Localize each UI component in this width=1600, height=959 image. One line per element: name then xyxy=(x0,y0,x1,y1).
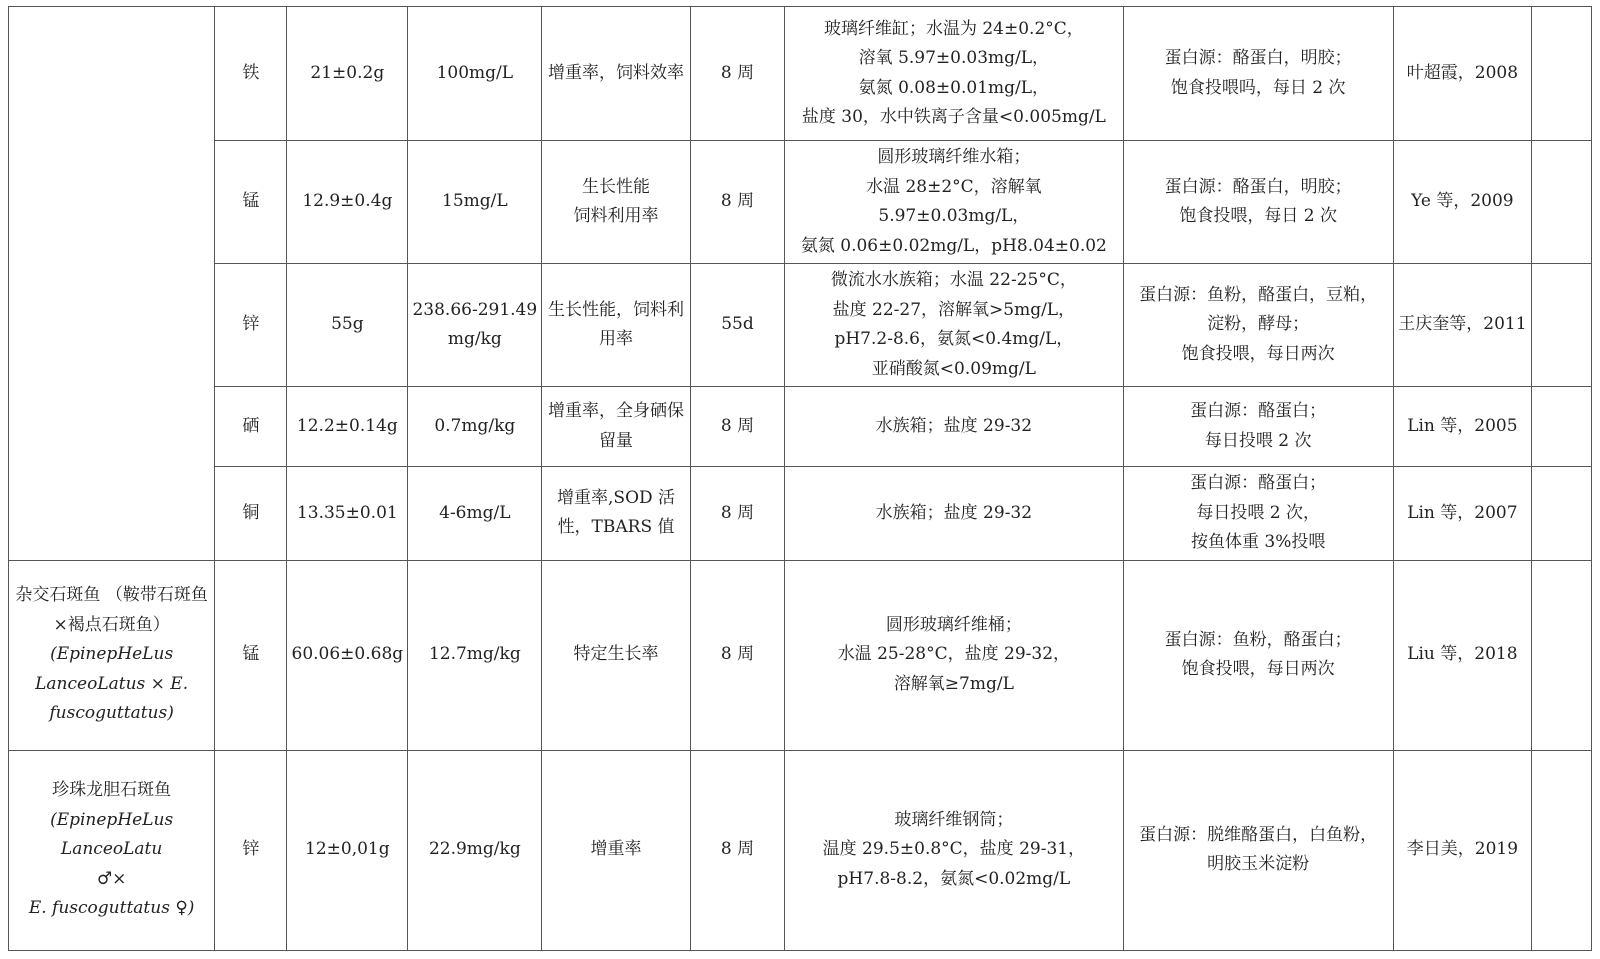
table-row xyxy=(9,560,1592,750)
feeding-line: 饱食投喂，每日 2 次 xyxy=(1179,206,1337,226)
conditions-cell xyxy=(785,387,1123,467)
table-row xyxy=(9,141,1592,264)
species-latin-line: (EpinepHeLus xyxy=(50,644,174,665)
indicator-cell: 增重率，全身硒保留量 xyxy=(542,387,690,467)
table-row xyxy=(9,750,1592,950)
dose-cell: 15mg/L xyxy=(408,141,542,264)
conditions-line: 微流水水族箱；水温 22-25°C， xyxy=(830,270,1077,290)
conditions-cell xyxy=(785,750,1123,950)
feeding-cell xyxy=(1123,560,1393,750)
conditions-line: 溶氧 5.97±0.03mg/L， xyxy=(858,48,1050,68)
conditions-line: 溶解氧≥7mg/L xyxy=(893,673,1014,694)
conditions-cell xyxy=(785,7,1123,141)
reference-cell: Lin 等，2005 xyxy=(1393,387,1531,467)
weight-cell: 12.9±0.4g xyxy=(287,141,408,264)
element-cell: 锰 xyxy=(215,141,287,264)
conditions-cell xyxy=(785,560,1123,750)
conditions-line: pH7.2-8.6，氨氮<0.4mg/L， xyxy=(834,329,1074,349)
empty-cell xyxy=(1531,560,1591,750)
element-cell: 铁 xyxy=(215,7,287,141)
feeding-line: 蛋白源：酪蛋白； xyxy=(1190,473,1327,493)
feeding-line: 蛋白源：脱维酪蛋白，白鱼粉， xyxy=(1139,824,1378,845)
reference-cell: 李日美，2019 xyxy=(1393,750,1531,950)
element-cell: 硒 xyxy=(215,387,287,467)
indicator-cell: 特定生长率 xyxy=(542,560,690,750)
feeding-line: 蛋白源：酪蛋白，明胶； xyxy=(1164,48,1352,68)
dose-cell: 0.7mg/kg xyxy=(408,387,542,467)
conditions-line: 盐度 22-27，溶解氧>5mg/L， xyxy=(832,299,1076,320)
weight-cell: 13.35±0.01 xyxy=(287,467,408,561)
dose-cell: 12.7mg/kg xyxy=(408,560,542,750)
species-latin-line: ♂× xyxy=(96,868,127,889)
feeding-cell xyxy=(1123,750,1393,950)
weight-cell: 60.06±0.68g xyxy=(287,560,408,750)
feeding-line: 蛋白源：鱼粉，酪蛋白，豆粕， xyxy=(1139,284,1378,305)
conditions-line: pH7.8-8.2，氨氮<0.02mg/L xyxy=(837,868,1071,889)
species-cell-empty xyxy=(9,7,215,561)
feeding-line: 按鱼体重 3%投喂 xyxy=(1190,532,1326,552)
table-row xyxy=(9,467,1592,561)
table-row xyxy=(9,264,1592,387)
conditions-line: 玻璃纤维缸；水温为 24±0.2°C， xyxy=(823,18,1084,39)
feeding-line: 蛋白源：酪蛋白； xyxy=(1190,401,1327,421)
feeding-line: 蛋白源：酪蛋白，明胶； xyxy=(1164,176,1352,197)
indicator-cell: 增重率，饲料效率 xyxy=(542,7,690,141)
table-row xyxy=(9,387,1592,467)
species-latin-line: LanceoLatus × E. xyxy=(35,673,189,694)
weight-cell: 12.2±0.14g xyxy=(287,387,408,467)
conditions-cell xyxy=(785,264,1123,387)
reference-cell: 叶超霞，2008 xyxy=(1393,7,1531,141)
indicator-cell: 生长性能 饲料利用率 xyxy=(542,141,690,264)
duration-cell: 8 周 xyxy=(690,141,784,264)
feeding-line: 每日投喂 2 次 xyxy=(1204,430,1312,451)
species-common-name: 珍珠龙胆石斑鱼 xyxy=(52,780,172,801)
dose-cell: 238.66-291.49 mg/kg xyxy=(408,264,542,387)
species-cell xyxy=(9,750,215,950)
empty-cell xyxy=(1531,141,1591,264)
empty-cell xyxy=(1531,7,1591,141)
indicator-cell: 增重率,SOD 活性，TBARS 值 xyxy=(542,467,690,561)
element-cell: 锰 xyxy=(215,560,287,750)
weight-cell: 21±0.2g xyxy=(287,7,408,141)
empty-cell xyxy=(1531,387,1591,467)
feeding-line: 明胶玉米淀粉 xyxy=(1207,854,1310,874)
conditions-line: 水温 28±2°C，溶解氧 5.97±0.03mg/L， xyxy=(866,176,1042,226)
conditions-line: 圆形玻璃纤维桶； xyxy=(885,614,1022,635)
species-latin-line: LanceoLatu xyxy=(60,839,163,860)
indicator-cell: 增重率 xyxy=(542,750,690,950)
conditions-line: 圆形玻璃纤维水箱； xyxy=(877,147,1031,167)
duration-cell: 8 周 xyxy=(690,750,784,950)
feeding-line: 饱食投喂吗，每日 2 次 xyxy=(1170,77,1346,98)
empty-cell xyxy=(1531,467,1591,561)
element-cell: 锌 xyxy=(215,750,287,950)
duration-cell: 8 周 xyxy=(690,7,784,141)
dose-cell: 22.9mg/kg xyxy=(408,750,542,950)
duration-cell: 8 周 xyxy=(690,387,784,467)
conditions-line: 亚硝酸氮<0.09mg/L xyxy=(871,358,1036,379)
weight-cell: 55g xyxy=(287,264,408,387)
species-common-name: 杂交石斑鱼 （鞍带石斑鱼×褐点石斑鱼） xyxy=(15,585,208,635)
empty-cell xyxy=(1531,264,1591,387)
reference-cell: 王庆奎等，2011 xyxy=(1393,264,1531,387)
weight-cell: 12±0,01g xyxy=(287,750,408,950)
species-latin-line: E. fuscoguttatus ♀) xyxy=(28,898,195,919)
feeding-line: 淀粉，酵母； xyxy=(1207,314,1310,335)
conditions-cell xyxy=(785,141,1123,264)
feeding-line: 饱食投喂，每日两次 xyxy=(1181,343,1335,364)
conditions-line: 温度 29.5±0.8°C，盐度 29-31， xyxy=(822,839,1086,860)
reference-cell: Ye 等，2009 xyxy=(1393,141,1531,264)
feeding-line: 饱食投喂，每日两次 xyxy=(1181,659,1335,679)
reference-cell: Liu 等，2018 xyxy=(1393,560,1531,750)
dose-cell: 4-6mg/L xyxy=(408,467,542,561)
element-cell: 铜 xyxy=(215,467,287,561)
element-cell: 锌 xyxy=(215,264,287,387)
duration-cell: 8 周 xyxy=(690,560,784,750)
feeding-cell xyxy=(1123,467,1393,561)
conditions-line: 水族箱；盐度 29-32 xyxy=(875,502,1033,523)
feeding-cell xyxy=(1123,387,1393,467)
table-row xyxy=(9,7,1592,141)
conditions-cell xyxy=(785,467,1123,561)
conditions-line: 氨氮 0.08±0.01mg/L， xyxy=(858,77,1050,98)
feeding-cell xyxy=(1123,264,1393,387)
conditions-line: 玻璃纤维钢筒； xyxy=(894,809,1014,830)
nutrition-table xyxy=(8,6,1592,951)
feeding-cell xyxy=(1123,141,1393,264)
conditions-line: 水族箱；盐度 29-32 xyxy=(875,415,1033,436)
empty-cell xyxy=(1531,750,1591,950)
species-latin-line: fuscoguttatus) xyxy=(49,703,174,724)
feeding-line: 蛋白源：鱼粉，酪蛋白； xyxy=(1164,629,1352,650)
reference-cell: Lin 等，2007 xyxy=(1393,467,1531,561)
feeding-cell xyxy=(1123,7,1393,141)
feeding-line: 每日投喂 2 次， xyxy=(1196,502,1320,523)
conditions-line: 水温 25-28°C，盐度 29-32， xyxy=(837,644,1071,665)
species-latin-line: (EpinepHeLus xyxy=(50,809,174,830)
conditions-line: 氨氮 0.06±0.02mg/L，pH8.04±0.02 xyxy=(800,235,1107,256)
duration-cell: 55d xyxy=(690,264,784,387)
duration-cell: 8 周 xyxy=(690,467,784,561)
dose-cell: 100mg/L xyxy=(408,7,542,141)
indicator-cell: 生长性能，饲料利用率 xyxy=(542,264,690,387)
conditions-line: 盐度 30，水中铁离子含量<0.005mg/L xyxy=(801,107,1106,127)
species-cell xyxy=(9,560,215,750)
